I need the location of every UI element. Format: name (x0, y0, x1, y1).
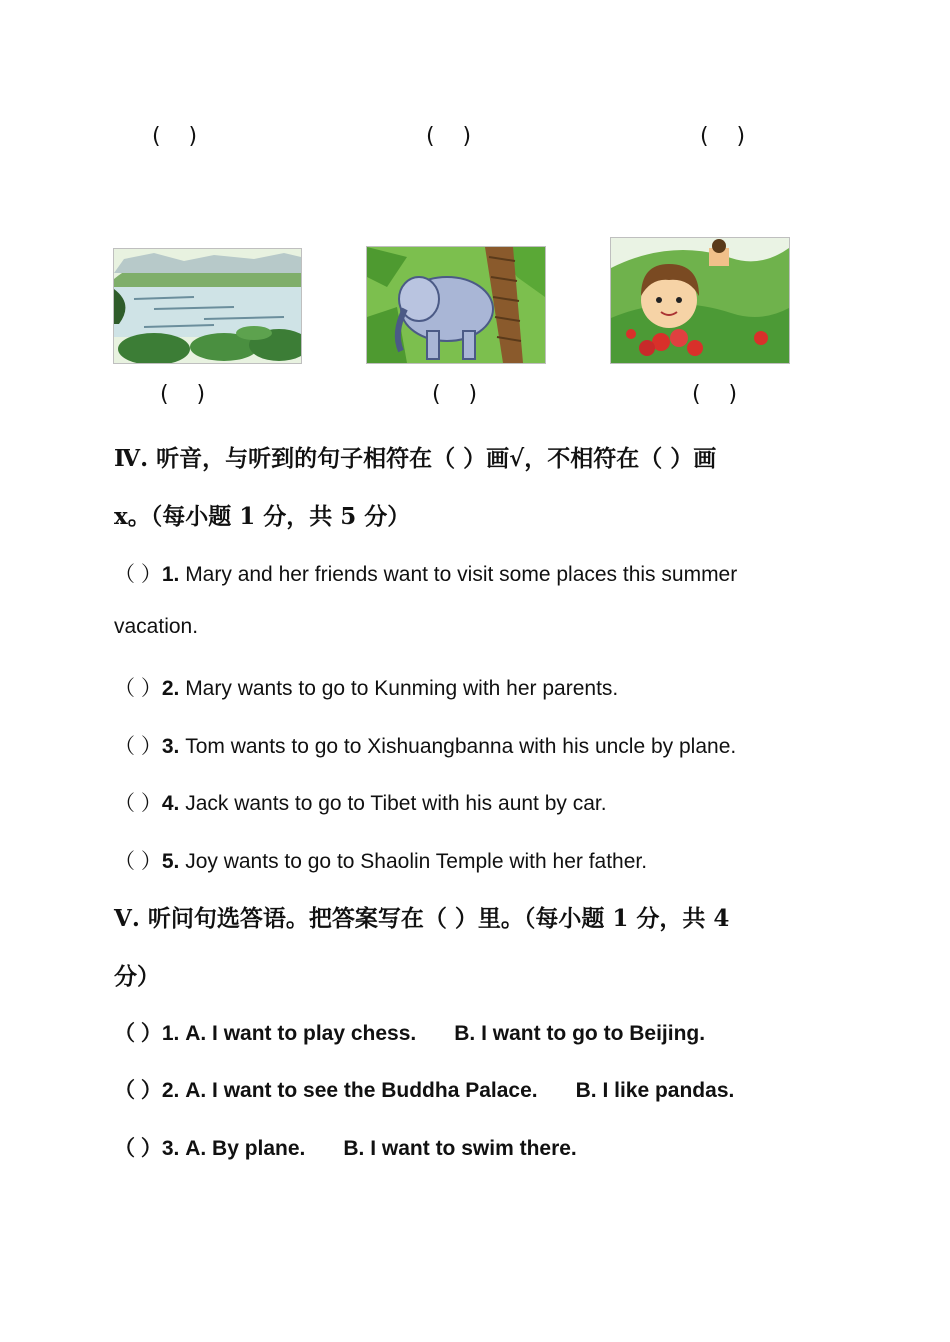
option-a: 1. A. I want to play chess. (161, 1022, 417, 1045)
option-b: B. I want to go to Beijing. (454, 1022, 706, 1045)
answer-paren-top-3[interactable]: ( ) (700, 124, 746, 149)
section5-heading-line2: 分） (114, 963, 160, 990)
section4-heading-line1: Ⅳ. 听音，与听到的句子相符在（ ）画√，不相符在（ ）画 (114, 445, 717, 472)
answer-paren[interactable]: （ ） (114, 792, 162, 815)
section5-item-2 (114, 1074, 734, 1104)
item-number: 2. (161, 677, 180, 700)
answer-paren-top-1[interactable]: ( ) (152, 124, 198, 149)
answer-paren[interactable]: （ ） (114, 563, 162, 586)
item-number: 5. (161, 850, 180, 873)
lake-picture (113, 248, 302, 364)
item-text: Tom wants to go to Xishuangbanna with his uncle by plane. (179, 735, 737, 758)
section4-item-1 (114, 558, 737, 588)
section4-item-2 (114, 672, 618, 702)
answer-paren[interactable]: （ ） (114, 1022, 162, 1045)
section5-heading-line1: Ⅴ. 听问句选答语。把答案写在（ ）里。（每小题 1 分，共 4 (114, 905, 730, 932)
answer-paren[interactable]: （ ） (114, 1079, 162, 1102)
answer-paren[interactable]: （ ） (114, 1137, 162, 1160)
answer-paren-pic-1[interactable]: ( ) (160, 382, 206, 407)
elephant-picture (366, 246, 546, 364)
answer-paren[interactable]: （ ） (114, 735, 162, 758)
item-text: Mary wants to go to Kunming with her parents. (179, 677, 619, 700)
option-b: B. I like pandas. (575, 1079, 735, 1102)
answer-paren[interactable]: （ ） (114, 677, 162, 700)
item-number: 3. (161, 735, 180, 758)
option-a: 2. A. I want to see the Buddha Palace. (161, 1079, 538, 1102)
answer-paren-top-2[interactable]: ( ) (426, 124, 472, 149)
section5-item-3 (114, 1132, 577, 1162)
option-b: B. I want to swim there. (343, 1137, 577, 1160)
answer-paren[interactable]: （ ） (114, 850, 162, 873)
child-flowers-picture (610, 237, 790, 364)
item-number: 1. (161, 563, 180, 586)
item-text: Mary and her friends want to visit some places this summer (179, 563, 738, 586)
answer-paren-pic-3[interactable]: ( ) (692, 382, 738, 407)
section4-item-1-cont: vacation. (114, 615, 199, 638)
item-text: Jack wants to go to Tibet with his aunt by car. (179, 792, 607, 815)
option-a: 3. A. By plane. (161, 1137, 306, 1160)
item-text: Joy wants to go to Shaolin Temple with her father. (179, 850, 648, 873)
answer-paren-pic-2[interactable]: ( ) (432, 382, 478, 407)
section4-heading-line2: x。（每小题 1 分，共 5 分） (114, 503, 411, 530)
section4-item-5 (114, 845, 647, 875)
section4-item-3 (114, 730, 736, 760)
section4-item-4 (114, 787, 607, 817)
section5-item-1 (114, 1017, 705, 1047)
item-number: 4. (161, 792, 180, 815)
